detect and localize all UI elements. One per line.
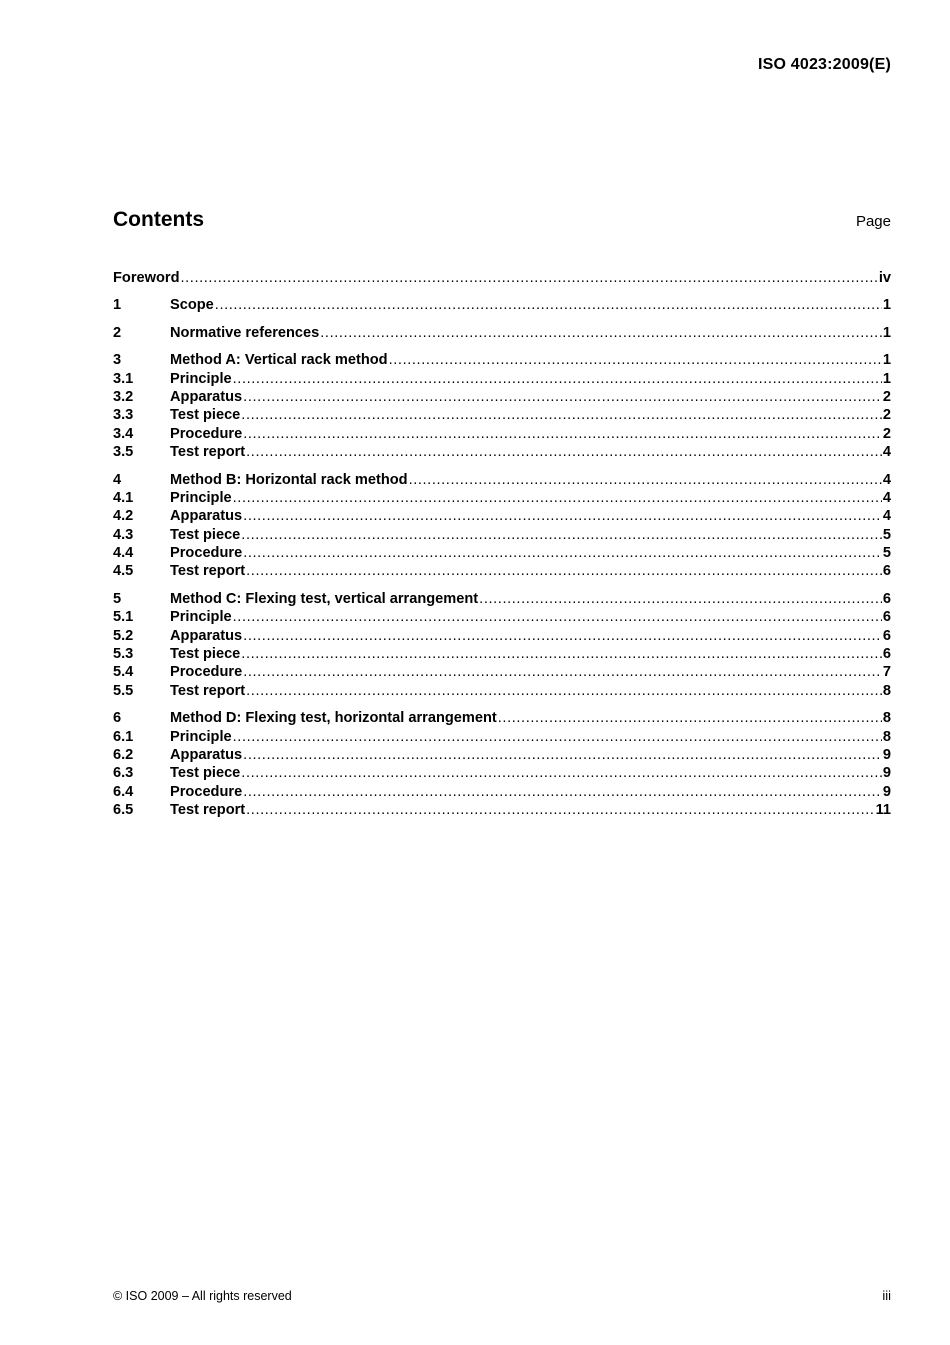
toc-dot-leader xyxy=(246,443,882,461)
toc-entry-title: Principle xyxy=(170,370,232,387)
toc-entry-title: Method C: Flexing test, vertical arrangement xyxy=(170,590,479,607)
contents-header xyxy=(113,208,891,232)
toc-entry[interactable] xyxy=(113,783,891,801)
toc-group xyxy=(113,324,891,342)
toc-entry-page: 2 xyxy=(882,388,891,405)
toc-entry[interactable] xyxy=(113,544,891,562)
toc-entry[interactable] xyxy=(113,728,891,746)
toc-entry-number: 3.3 xyxy=(113,407,134,424)
toc-entry-page: 8 xyxy=(882,682,891,699)
toc-entry[interactable] xyxy=(113,425,891,443)
toc-dot-leader xyxy=(243,507,882,525)
toc-entry-number: 5.3 xyxy=(113,646,134,663)
toc-entry[interactable] xyxy=(113,406,891,424)
toc-entry-page: 2 xyxy=(882,425,891,442)
toc-entry-title: Principle xyxy=(170,728,232,745)
toc-entry-number: 4.2 xyxy=(113,508,134,525)
contents-title: Contents xyxy=(113,208,204,231)
toc-entry-title: Normative references xyxy=(170,324,320,341)
toc-dot-leader xyxy=(246,682,882,700)
toc-entry[interactable] xyxy=(113,627,891,645)
toc-entry-page: 9 xyxy=(882,765,891,782)
toc-entry-number: 5.4 xyxy=(113,664,134,681)
toc-entry[interactable] xyxy=(113,764,891,782)
toc-dot-leader xyxy=(320,324,882,342)
toc-entry-page: 6 xyxy=(882,646,891,663)
toc-dot-leader xyxy=(243,627,882,645)
toc-entry[interactable] xyxy=(113,682,891,700)
toc-entry-number: 3.2 xyxy=(113,388,134,405)
toc-entry-page: 8 xyxy=(882,728,891,745)
toc-entry[interactable] xyxy=(113,388,891,406)
toc-entry[interactable] xyxy=(113,443,891,461)
toc-entry-title: Procedure xyxy=(170,783,243,800)
toc-dot-leader xyxy=(241,645,882,663)
toc-entry-page: 4 xyxy=(882,471,891,488)
toc-entry[interactable] xyxy=(113,663,891,681)
toc-entry-number: 3.1 xyxy=(113,370,134,387)
toc-entry[interactable] xyxy=(113,370,891,388)
toc-entry[interactable] xyxy=(113,562,891,580)
toc-entry-title: Method A: Vertical rack method xyxy=(170,352,388,369)
table-of-contents xyxy=(113,269,891,829)
toc-dot-leader xyxy=(409,471,882,489)
toc-entry[interactable] xyxy=(113,645,891,663)
toc-dot-leader xyxy=(241,526,882,544)
toc-entry-page: 6 xyxy=(882,609,891,626)
toc-entry-number: 6.3 xyxy=(113,765,134,782)
toc-entry-number: 6.5 xyxy=(113,802,134,819)
toc-dot-leader xyxy=(215,296,882,314)
toc-entry-title: Method B: Horizontal rack method xyxy=(170,471,408,488)
toc-dot-leader xyxy=(243,746,882,764)
toc-group xyxy=(113,590,891,700)
toc-entry[interactable] xyxy=(113,351,891,369)
toc-entry-page: 8 xyxy=(882,710,891,727)
page-footer xyxy=(113,1288,891,1303)
toc-entry-page: 6 xyxy=(882,563,891,580)
toc-entry-title: Test report xyxy=(170,563,246,580)
toc-entry-number: 3.5 xyxy=(113,444,134,461)
toc-group xyxy=(113,471,891,581)
toc-dot-leader xyxy=(243,663,882,681)
toc-entry-page: 2 xyxy=(882,407,891,424)
toc-entry-title: Scope xyxy=(170,297,214,314)
toc-entry-page: 4 xyxy=(882,508,891,525)
toc-entry-number: 6.4 xyxy=(113,783,134,800)
toc-entry-title: Principle xyxy=(170,489,232,506)
toc-entry-page: 6 xyxy=(882,627,891,644)
toc-entry-page: 9 xyxy=(882,783,891,800)
toc-entry-title: Test piece xyxy=(170,646,241,663)
toc-dot-leader xyxy=(389,351,882,369)
toc-entry[interactable] xyxy=(113,269,891,287)
toc-dot-leader xyxy=(246,562,882,580)
toc-entry-page: 1 xyxy=(882,352,891,369)
toc-entry-page: 7 xyxy=(882,664,891,681)
toc-entry-number: 3.4 xyxy=(113,425,134,442)
toc-entry[interactable] xyxy=(113,590,891,608)
toc-entry-page: 9 xyxy=(882,746,891,763)
toc-entry[interactable] xyxy=(113,489,891,507)
toc-entry-title: Test report xyxy=(170,444,246,461)
toc-entry-number: 5.5 xyxy=(113,682,134,699)
toc-entry-number: 5.2 xyxy=(113,627,134,644)
toc-entry[interactable] xyxy=(113,746,891,764)
toc-entry-page: 11 xyxy=(875,802,891,819)
page-number: iii xyxy=(882,1288,891,1303)
document-id: ISO 4023:2009(E) xyxy=(757,56,891,73)
toc-entry[interactable] xyxy=(113,471,891,489)
toc-entry-number: 6.2 xyxy=(113,746,134,763)
toc-entry-title: Method D: Flexing test, horizontal arrangement xyxy=(170,710,497,727)
toc-entry-title: Procedure xyxy=(170,664,243,681)
toc-entry-page: 1 xyxy=(882,324,891,341)
toc-entry-page: iv xyxy=(878,270,891,286)
toc-dot-leader xyxy=(243,425,882,443)
toc-dot-leader xyxy=(243,544,882,562)
toc-entry-number: 3 xyxy=(113,352,122,369)
copyright-notice: © ISO 2009 – All rights reserved xyxy=(113,1289,292,1303)
toc-entry-title: Test piece xyxy=(170,765,241,782)
toc-entry-number: 4.1 xyxy=(113,489,134,506)
page-column-label: Page xyxy=(855,213,891,230)
toc-entry-number: 5 xyxy=(113,590,122,607)
toc-entry[interactable] xyxy=(113,608,891,626)
toc-dot-leader xyxy=(241,406,882,424)
toc-entry-number: 4.5 xyxy=(113,563,134,580)
toc-entry-title: Apparatus xyxy=(170,627,243,644)
toc-dot-leader xyxy=(246,801,874,819)
toc-entry-page: 6 xyxy=(882,590,891,607)
toc-entry[interactable] xyxy=(113,296,891,314)
toc-entry-number: 5.1 xyxy=(113,609,134,626)
toc-entry-page: 1 xyxy=(882,370,891,387)
toc-entry-title: Foreword xyxy=(113,270,180,286)
toc-entry-title: Test piece xyxy=(170,526,241,543)
toc-entry-page: 4 xyxy=(882,444,891,461)
toc-group xyxy=(113,709,891,819)
toc-entry-title: Test report xyxy=(170,802,246,819)
toc-dot-leader xyxy=(479,590,882,608)
toc-entry-number: 1 xyxy=(113,297,122,314)
toc-entry-number: 6.1 xyxy=(113,728,134,745)
toc-entry-title: Procedure xyxy=(170,425,243,442)
toc-entry-number: 4.3 xyxy=(113,526,134,543)
toc-dot-leader xyxy=(241,764,882,782)
toc-entry-number: 4 xyxy=(113,471,122,488)
toc-dot-leader xyxy=(233,728,882,746)
toc-entry[interactable] xyxy=(113,324,891,342)
toc-entry-title: Apparatus xyxy=(170,388,243,405)
toc-entry-page: 4 xyxy=(882,489,891,506)
toc-dot-leader xyxy=(233,370,882,388)
toc-entry-title: Principle xyxy=(170,609,232,626)
toc-group xyxy=(113,351,891,461)
toc-entry[interactable] xyxy=(113,526,891,544)
toc-group xyxy=(113,269,891,287)
toc-entry[interactable] xyxy=(113,709,891,727)
toc-entry-title: Test piece xyxy=(170,407,241,424)
toc-dot-leader xyxy=(243,783,882,801)
toc-entry-title: Apparatus xyxy=(170,746,243,763)
toc-entry-number: 4.4 xyxy=(113,545,134,562)
toc-entry[interactable] xyxy=(113,507,891,525)
toc-entry-page: 5 xyxy=(882,545,891,562)
toc-group xyxy=(113,296,891,314)
toc-dot-leader xyxy=(233,489,882,507)
toc-entry-number: 6 xyxy=(113,710,122,727)
toc-entry-title: Apparatus xyxy=(170,508,243,525)
toc-entry-title: Test report xyxy=(170,682,246,699)
toc-dot-leader xyxy=(498,709,882,727)
toc-entry-page: 1 xyxy=(882,297,891,314)
toc-entry-number: 2 xyxy=(113,324,122,341)
toc-entry-title: Procedure xyxy=(170,545,243,562)
toc-dot-leader xyxy=(233,608,882,626)
toc-entry-page: 5 xyxy=(882,526,891,543)
toc-dot-leader xyxy=(243,388,882,406)
toc-dot-leader xyxy=(180,269,877,287)
toc-entry[interactable] xyxy=(113,801,891,819)
